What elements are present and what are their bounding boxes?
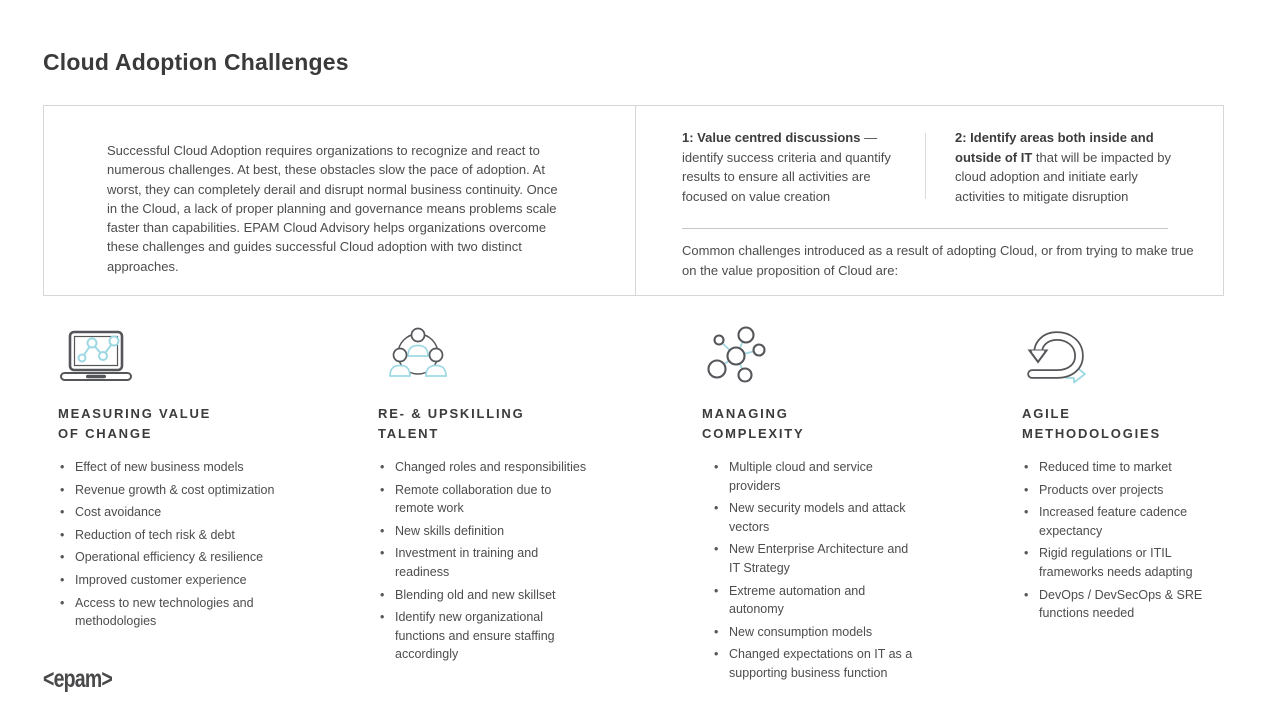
list-item: • New security models and attack vectors: [712, 499, 917, 536]
list-item: • Changed expectations on IT as a supporting business function: [712, 645, 917, 682]
approach-1-lead: 1: Value centred discussions: [682, 130, 861, 145]
list-item: • Revenue growth & cost optimization: [58, 481, 275, 500]
approach-1: [682, 128, 908, 206]
list-item: • Multiple cloud and service providers: [712, 458, 917, 495]
list-item: • Operational efficiency & resilience: [58, 548, 275, 567]
list-item: • Rigid regulations or ITIL frameworks needs adapting: [1022, 544, 1231, 581]
challenge-column-measuring-value: [58, 322, 298, 635]
challenge-list: [712, 458, 942, 683]
list-item: • Access to new technologies and methodologies: [58, 594, 275, 631]
list-item: • Cost avoidance: [58, 503, 275, 522]
approach-2: [955, 128, 1188, 206]
list-item: • Reduced time to market: [1022, 458, 1231, 477]
list-item: • Blending old and new skillset: [378, 586, 592, 605]
team-circle-icon: [386, 322, 613, 385]
common-challenges-intro: Common challenges introduced as a result of adopting Cloud, or from trying to make true on the value proposition of Cloud are:: [682, 243, 1194, 278]
approach-2-lead: 2: Identify areas both inside and outside of IT: [955, 130, 1154, 165]
approach-1-text: — identify success criteria and quantify results to ensure all activities are focused on value creation: [682, 130, 891, 204]
list-item: • New skills definition: [378, 522, 592, 541]
list-item: • Extreme automation and autonomy: [712, 582, 917, 619]
list-item: • Identify new organizational functions and ensure staffing accordingly: [378, 608, 592, 664]
challenge-column-agile-methodologies: [1022, 322, 1237, 627]
column-title: RE- & UPSKILLING TALENT: [378, 406, 525, 441]
list-item: • Remote collaboration due to remote work: [378, 481, 592, 518]
column-title: MANAGING COMPLEXITY: [702, 406, 805, 441]
column-title: MEASURING VALUE OF CHANGE: [58, 406, 212, 441]
list-item: • Effect of new business models: [58, 458, 275, 477]
approach-2-text: that will be impacted by cloud adoption and initiate early activities to mitigate disruption: [955, 149, 1172, 204]
list-item: • Improved customer experience: [58, 571, 275, 590]
horizontal-divider: [682, 228, 1168, 229]
vertical-divider: [635, 106, 636, 295]
list-item: • New consumption models: [712, 623, 917, 642]
column-title: AGILE METHODOLOGIES: [1022, 406, 1161, 441]
challenge-column-upskilling-talent: [378, 322, 613, 668]
list-item: • Reduction of tech risk & debt: [58, 526, 275, 545]
intro-paragraph: Successful Cloud Adoption requires organizations to recognize and react to numerous challenges. At best, these obstacles slow the pace of adoption. At worst, they can completely derail and disrupt normal business continuity. Once in the Cloud, a lack of proper planning and governance means problems scale faster than capabilities. EPAM Cloud Advisory helps organizations overcome these challenges and guides successful Cloud adoption with two distinct approaches.: [107, 143, 558, 274]
list-item: • Increased feature cadence expectancy: [1022, 503, 1231, 540]
epam-logo: <epam>: [43, 665, 113, 693]
challenge-list: [58, 458, 298, 631]
network-nodes-icon: [706, 322, 942, 385]
list-item: • Investment in training and readiness: [378, 544, 592, 581]
list-item: • Products over projects: [1022, 481, 1231, 500]
challenge-list: [1022, 458, 1237, 623]
laptop-analytics-icon: [58, 322, 298, 385]
list-item: • DevOps / DevSecOps & SRE functions needed: [1022, 586, 1231, 623]
challenge-column-managing-complexity: [702, 322, 942, 687]
page-title: Cloud Adoption Challenges: [43, 49, 349, 75]
challenge-list: [378, 458, 613, 664]
agile-sprint-icon: [1024, 322, 1237, 385]
list-item: • Changed roles and responsibilities: [378, 458, 592, 477]
approach-divider: [925, 133, 926, 199]
list-item: • New Enterprise Architecture and IT Strategy: [712, 540, 917, 577]
